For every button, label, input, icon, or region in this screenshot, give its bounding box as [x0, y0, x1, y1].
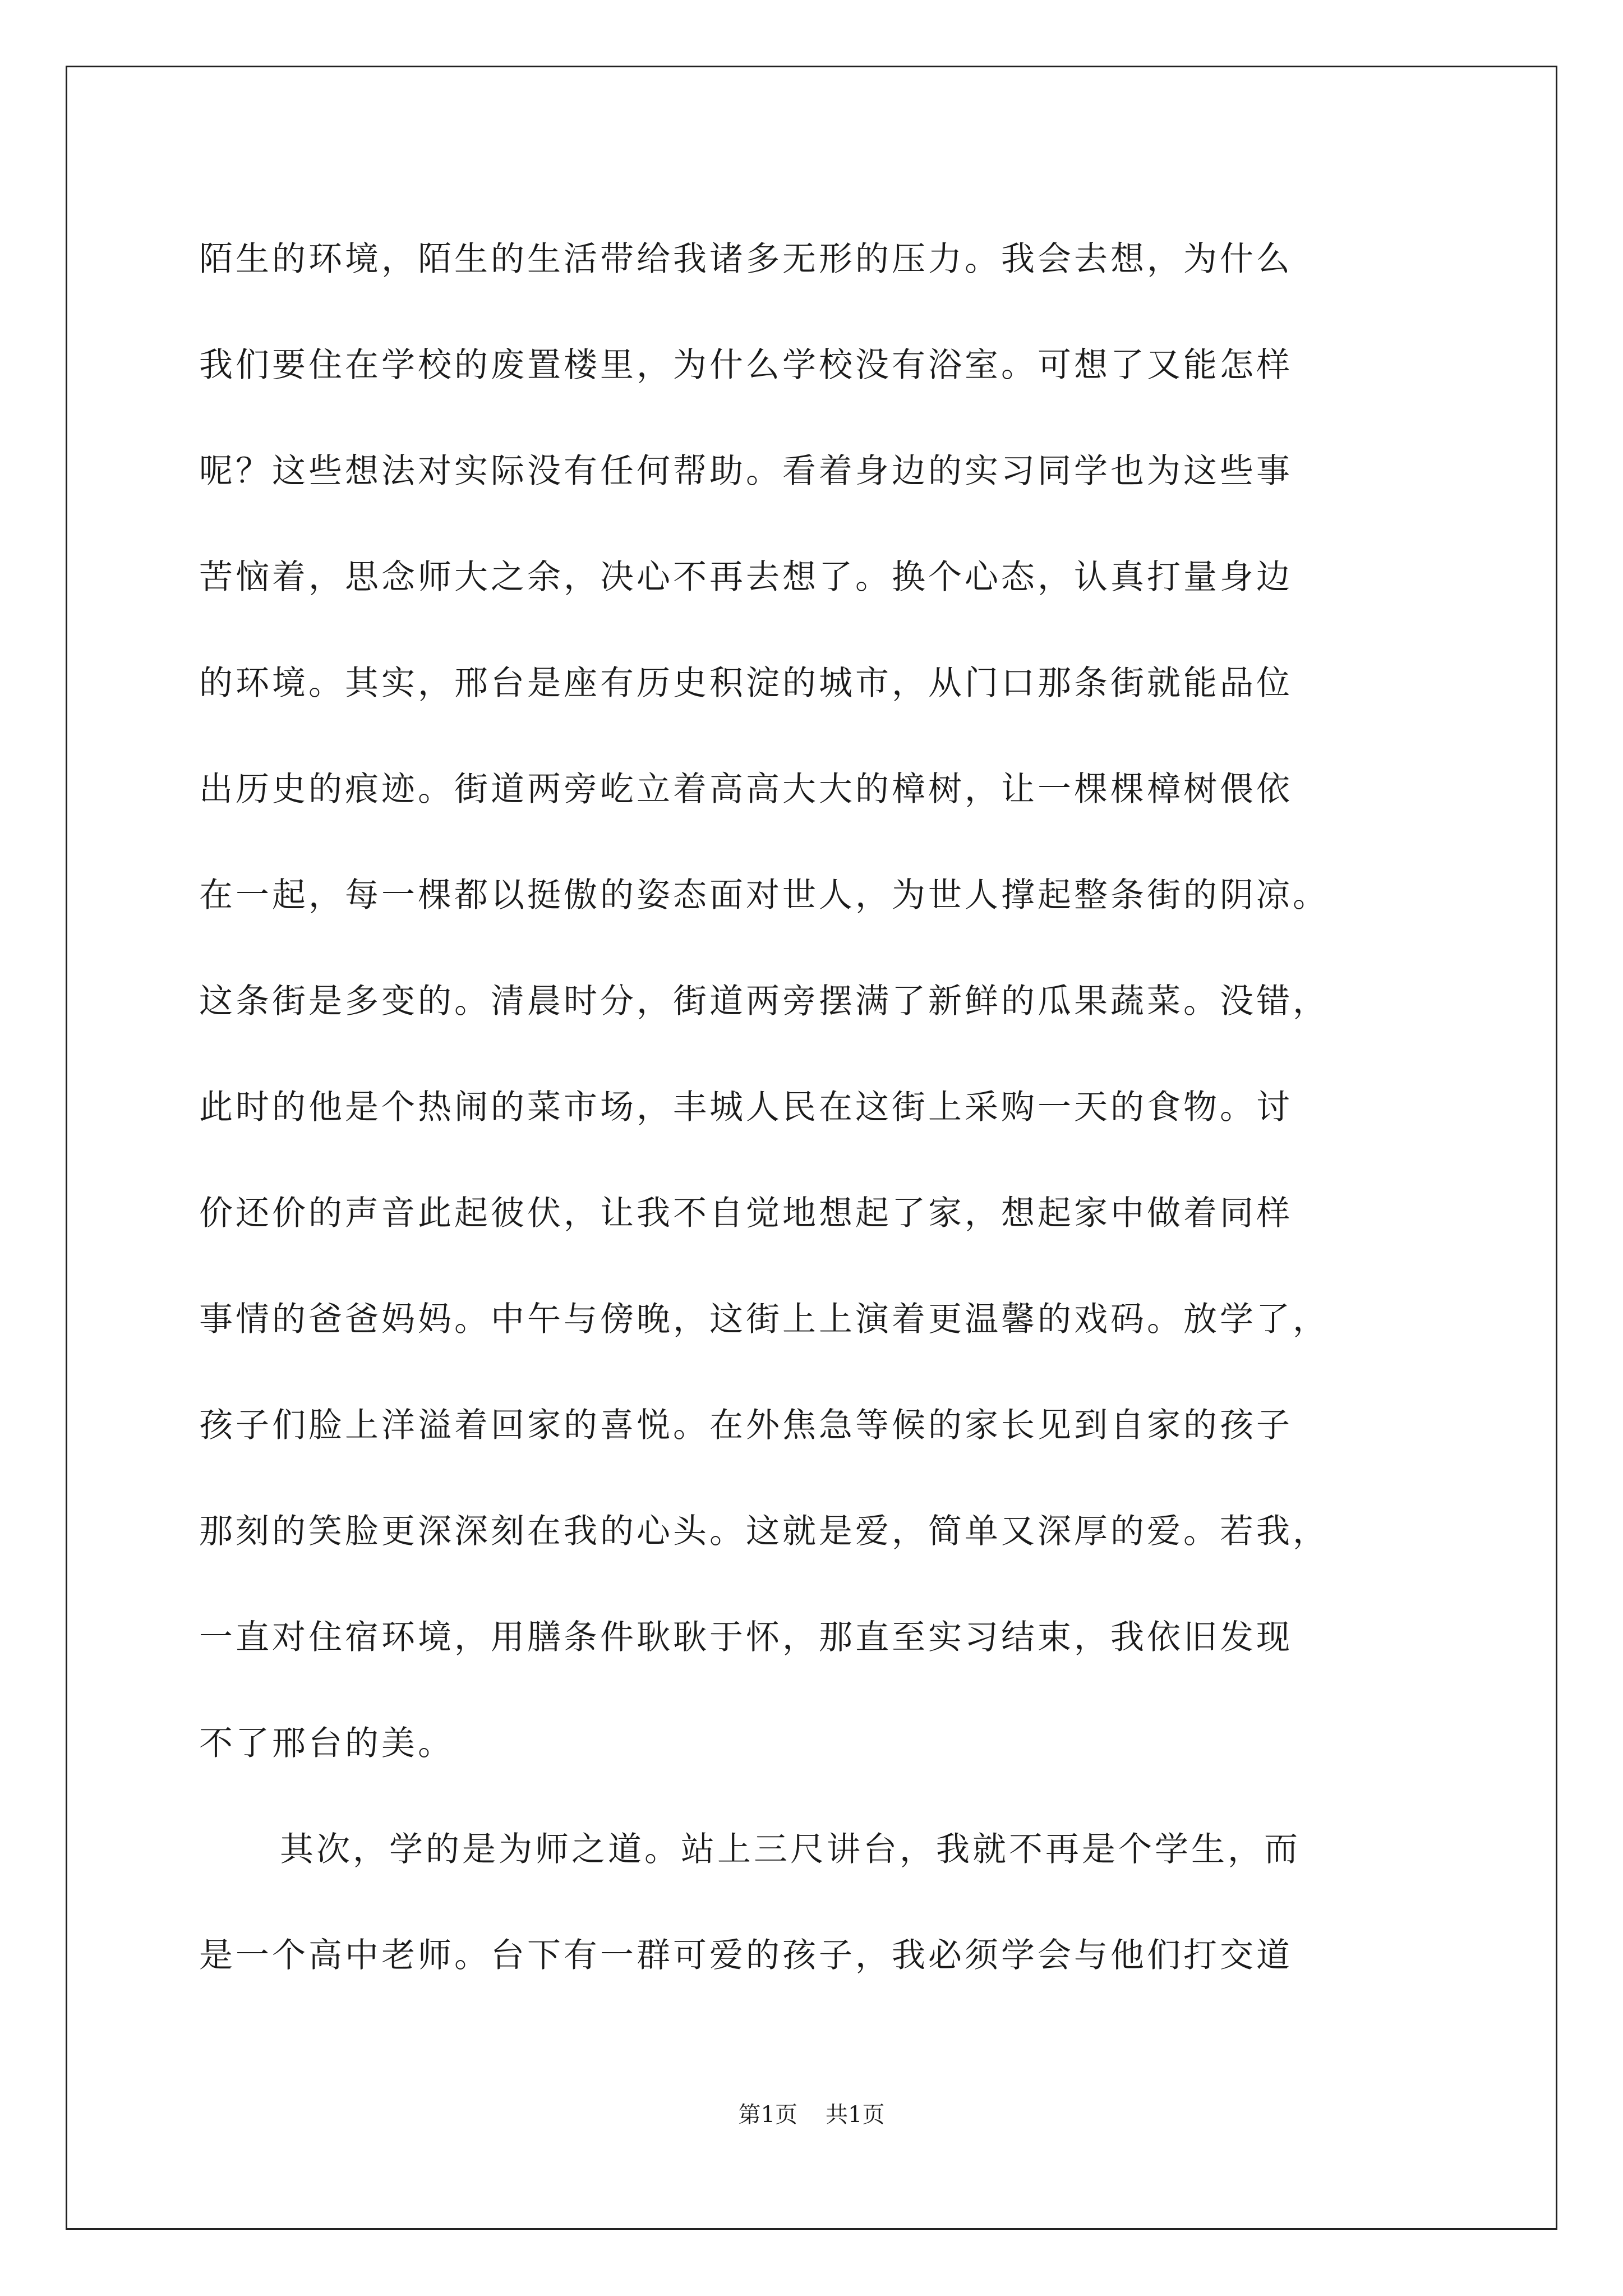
- text-line-8: 这条街是多变的。清晨时分，街道两旁摆满了新鲜的瓜果蔬菜。没错，: [199, 982, 1329, 1021]
- text-line-5: 的环境。其实，邢台是座有历史积淀的城市，从门口那条街就能品位: [199, 664, 1293, 703]
- page-number-current: 第1页: [738, 2102, 797, 2128]
- text-line-1: 陌生的环境，陌生的生活带给我诸多无形的压力。我会去想，为什么: [199, 240, 1293, 279]
- text-line-2: 我们要住在学校的废置楼里，为什么学校没有浴室。可想了又能怎样: [199, 346, 1293, 385]
- text-line-9: 此时的他是个热闹的菜市场，丰城人民在这街上采购一天的食物。讨: [199, 1088, 1293, 1127]
- page-number-total: 共1页: [826, 2102, 885, 2128]
- text-line-3: 呢？这些想法对实际没有任何帮助。看着身边的实习同学也为这些事: [199, 452, 1293, 491]
- text-line-13: 那刻的笑脸更深深刻在我的心头。这就是爱，简单又深厚的爱。若我，: [199, 1512, 1329, 1551]
- text-line-10: 价还价的声音此起彼伏，让我不自觉地想起了家，想起家中做着同样: [199, 1194, 1293, 1233]
- text-line-15: 不了邢台的美。: [199, 1724, 454, 1763]
- text-line-4: 苦恼着，思念师大之余，决心不再去想了。换个心态，认真打量身边: [199, 558, 1293, 597]
- text-line-14: 一直对住宿环境，用膳条件耿耿于怀，那直至实习结束，我依旧发现: [199, 1618, 1293, 1657]
- page-footer: [0, 2101, 1623, 2129]
- text-line-12: 孩子们脸上洋溢着回家的喜悦。在外焦急等候的家长见到自家的孩子: [199, 1406, 1293, 1445]
- document-body: [199, 206, 1444, 2009]
- text-line-16: 其次，学的是为师之道。站上三尺讲台，我就不再是个学生，而: [280, 1830, 1301, 1869]
- text-line-7: 在一起，每一棵都以挺傲的姿态面对世人，为世人撑起整条街的阴凉。: [199, 876, 1329, 915]
- text-line-17: 是一个高中老师。台下有一群可爱的孩子，我必须学会与他们打交道: [199, 1936, 1293, 1975]
- text-line-11: 事情的爸爸妈妈。中午与傍晚，这街上上演着更温馨的戏码。放学了，: [199, 1300, 1329, 1339]
- text-line-6: 出历史的痕迹。街道两旁屹立着高高大大的樟树，让一棵棵樟树偎依: [199, 770, 1293, 809]
